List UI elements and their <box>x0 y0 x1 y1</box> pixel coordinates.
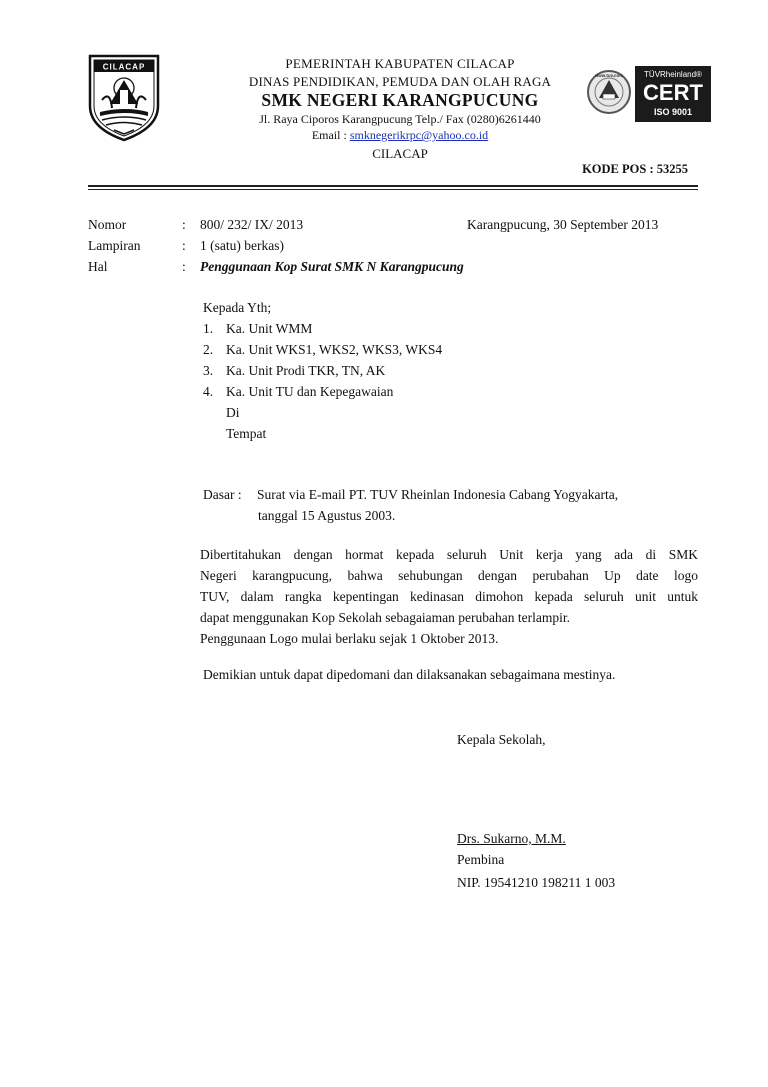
recipient-tempat: Tempat <box>226 426 267 441</box>
cert-badge-sub: ISO 9001 <box>653 107 693 117</box>
signature-rank: Pembina <box>457 852 505 867</box>
tuv-cert-logo <box>585 58 713 126</box>
cilacap-crest-logo <box>88 54 160 142</box>
email-label: Email : <box>311 128 350 142</box>
nomor-colon: : <box>182 217 186 232</box>
body-line: Dibertitahukan dengan hormat kepada seluruh Unit kerja yang ada di SMK <box>200 547 698 562</box>
recipient-item-text: Ka. Unit Prodi TKR, TN, AK <box>226 363 386 378</box>
signature-name: Drs. Sukarno, M.M. <box>457 831 566 846</box>
recipient-greeting: Kepada Yth; <box>203 300 272 315</box>
recipient-item-text: Ka. Unit WMM <box>226 321 313 336</box>
letterhead-address: Jl. Raya Ciporos Karangpucung Telp./ Fax (0280)6261440 <box>259 112 541 126</box>
body-line-logo-effective: Penggunaan Logo mulai berlaku sejak 1 Oktober 2013. <box>200 631 499 646</box>
cert-badge-top: TÜVRheinland® <box>644 70 702 79</box>
recipient-item-text: Ka. Unit TU dan Kepegawaian <box>226 384 394 399</box>
lampiran-value: 1 (satu) berkas) <box>200 238 284 253</box>
email-link[interactable]: smknegerikrpc@yahoo.co.id <box>349 128 489 142</box>
recipient-di: Di <box>226 405 240 420</box>
nomor-label: Nomor <box>88 217 127 232</box>
lampiran-label: Lampiran <box>88 238 141 253</box>
lampiran-colon: : <box>182 238 186 253</box>
nomor-value: 800/ 232/ IX/ 2013 <box>200 217 304 232</box>
recipient-item-num: 2. <box>203 342 214 357</box>
dasar-line-2: tanggal 15 Agustus 2003. <box>258 508 396 523</box>
letterhead-city: CILACAP <box>372 146 428 161</box>
letterhead-email-line <box>180 128 620 143</box>
signature-nip: NIP. 19541210 198211 1 003 <box>457 875 616 890</box>
letterhead-divider-thick <box>88 185 698 187</box>
letterhead-divider-thin <box>88 189 698 190</box>
body-paragraph <box>200 544 698 649</box>
closing-sentence: Demikian untuk dapat dipedomani dan dilaksanakan sebagaimana mestinya. <box>203 667 616 682</box>
recipient-item-num: 4. <box>203 384 214 399</box>
dasar-label: Dasar : <box>203 487 242 502</box>
hal-colon: : <box>182 259 186 274</box>
letterhead-department: DINAS PENDIDIKAN, PEMUDA DAN OLAH RAGA <box>248 74 552 89</box>
hal-label: Hal <box>88 259 108 274</box>
recipient-item-num: 3. <box>203 363 214 378</box>
cert-badge-main: CERT <box>643 80 703 105</box>
crest-label: CILACAP <box>102 62 146 72</box>
postal-code: KODE POS : 53255 <box>582 162 688 176</box>
hal-value: Penggunaan Kop Surat SMK N Karangpucung <box>200 259 464 274</box>
body-line: dapat menggunakan Kop Sekolah sebagaiaman perubahan terlampir. <box>200 610 570 625</box>
letterhead-school-name: SMK NEGERI KARANGPUCUNG <box>261 90 539 110</box>
recipient-item-text: Ka. Unit WKS1, WKS2, WKS3, WKS4 <box>226 342 443 357</box>
place-date: Karangpucung, 30 September 2013 <box>467 217 659 232</box>
body-line: TUV, dalam rangka kepentingan kedinasan dimohon kepada seluruh unit untuk <box>200 589 698 604</box>
letterhead-government: PEMERINTAH KABUPATEN CILACAP <box>285 56 515 71</box>
signature-title: Kepala Sekolah, <box>457 732 546 747</box>
cert-seal-text: www.tuv.com <box>594 73 624 78</box>
dasar-line-1: Surat via E-mail PT. TUV Rheinlan Indonesia Cabang Yogyakarta, <box>257 487 619 502</box>
body-line: Negeri karangpucung, bahwa sehubungan dengan perubahan Up date logo <box>200 568 698 583</box>
recipient-item-num: 1. <box>203 321 214 336</box>
